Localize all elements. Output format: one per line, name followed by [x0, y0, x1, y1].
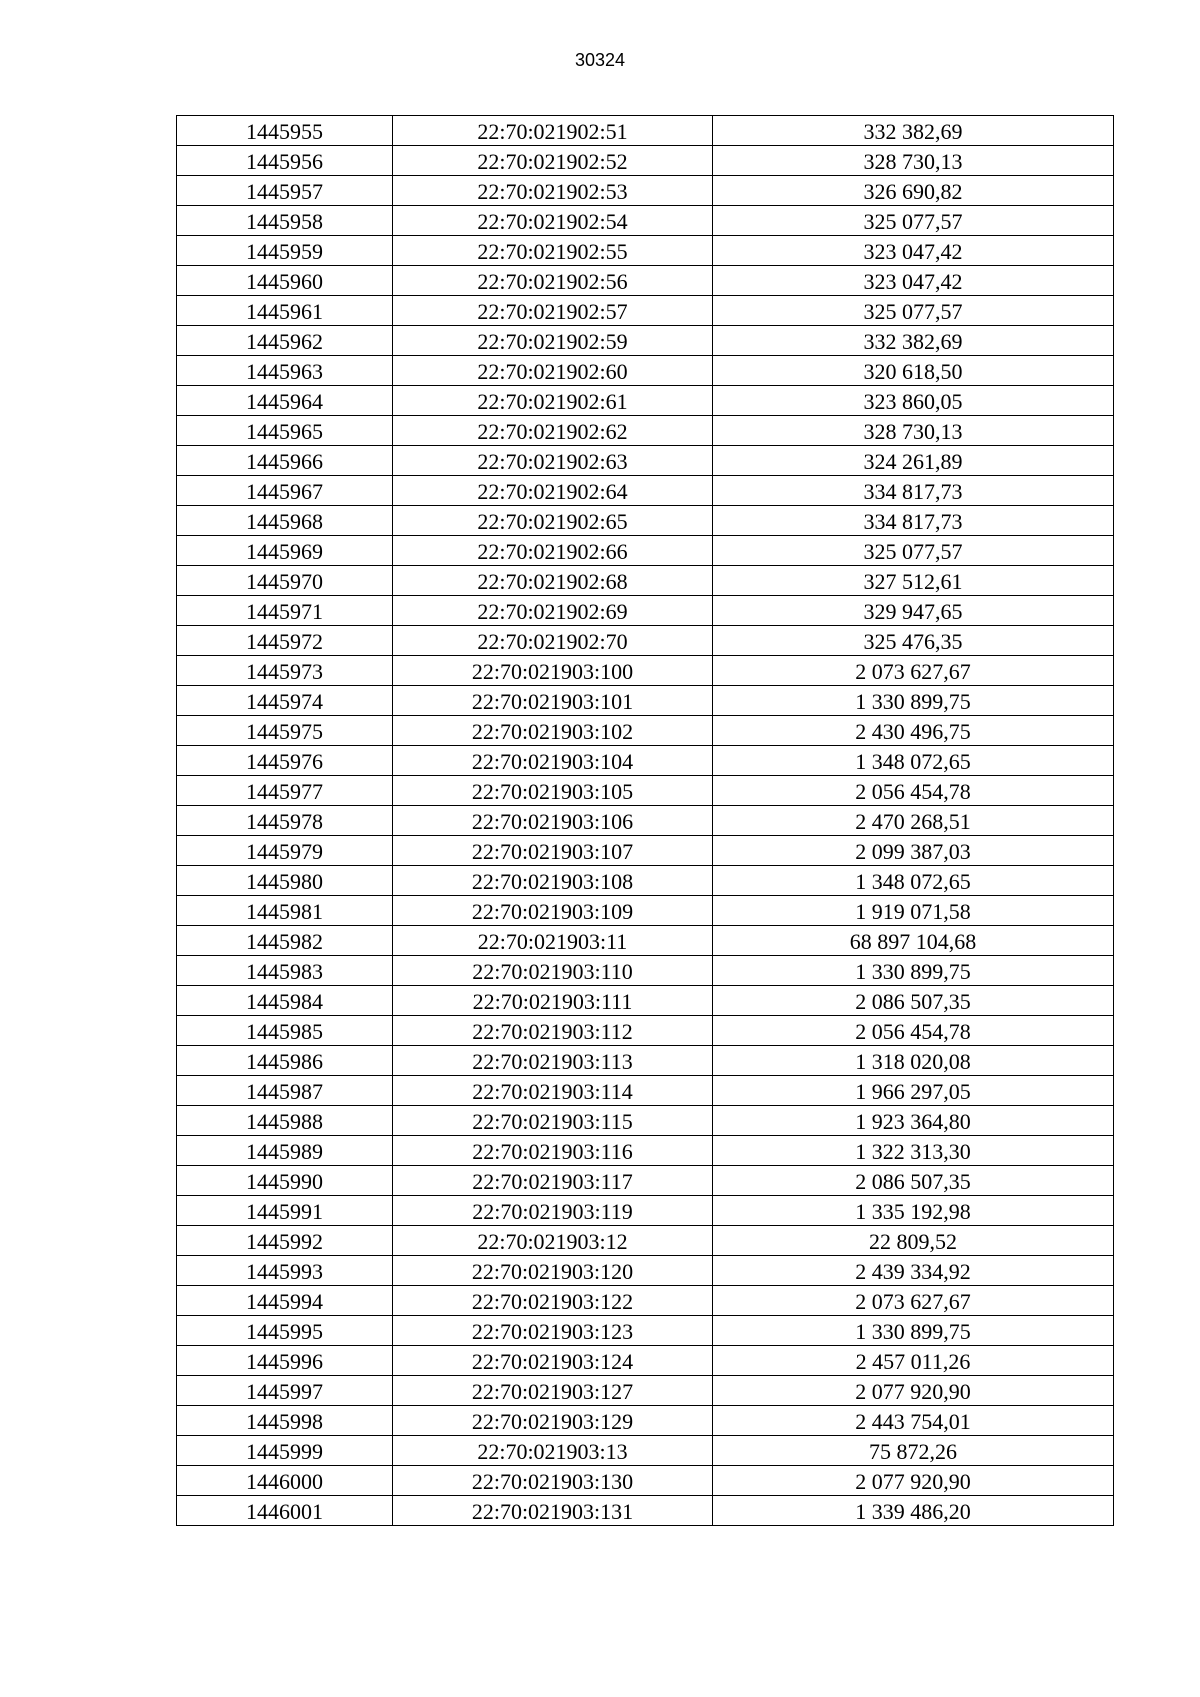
record-number-cell: 1445999: [177, 1436, 393, 1466]
record-number-cell: 1445993: [177, 1256, 393, 1286]
table-row: [177, 806, 1114, 836]
table-row: [177, 1016, 1114, 1046]
cadastral-value-cell: 68 897 104,68: [713, 926, 1114, 956]
cadastral-number-cell: 22:70:021903:130: [393, 1466, 713, 1496]
cadastral-value-cell: 2 457 011,26: [713, 1346, 1114, 1376]
cadastral-number-cell: 22:70:021902:60: [393, 356, 713, 386]
record-number-cell: 1445958: [177, 206, 393, 236]
table-row: [177, 866, 1114, 896]
table-row: [177, 1376, 1114, 1406]
cadastral-value-cell: 2 056 454,78: [713, 776, 1114, 806]
cadastral-number-cell: 22:70:021902:61: [393, 386, 713, 416]
cadastral-value-cell: 334 817,73: [713, 476, 1114, 506]
cadastral-number-cell: 22:70:021903:117: [393, 1166, 713, 1196]
cadastral-number-cell: 22:70:021903:127: [393, 1376, 713, 1406]
table-row: [177, 116, 1114, 146]
cadastral-number-cell: 22:70:021902:51: [393, 116, 713, 146]
cadastral-number-cell: 22:70:021902:56: [393, 266, 713, 296]
cadastral-number-cell: 22:70:021903:106: [393, 806, 713, 836]
cadastral-value-cell: 325 077,57: [713, 296, 1114, 326]
cadastral-number-cell: 22:70:021902:68: [393, 566, 713, 596]
record-number-cell: 1445976: [177, 746, 393, 776]
cadastral-number-cell: 22:70:021902:63: [393, 446, 713, 476]
cadastral-number-cell: 22:70:021903:131: [393, 1496, 713, 1526]
record-number-cell: 1446000: [177, 1466, 393, 1496]
cadastral-value-cell: 2 439 334,92: [713, 1256, 1114, 1286]
cadastral-number-cell: 22:70:021903:120: [393, 1256, 713, 1286]
cadastral-number-cell: 22:70:021902:69: [393, 596, 713, 626]
cadastral-number-cell: 22:70:021903:116: [393, 1136, 713, 1166]
cadastral-value-cell: 324 261,89: [713, 446, 1114, 476]
record-number-cell: 1445992: [177, 1226, 393, 1256]
record-number-cell: 1445972: [177, 626, 393, 656]
record-number-cell: 1445964: [177, 386, 393, 416]
record-number-cell: 1445984: [177, 986, 393, 1016]
cadastral-number-cell: 22:70:021903:102: [393, 716, 713, 746]
table-row: [177, 896, 1114, 926]
record-number-cell: 1445977: [177, 776, 393, 806]
record-number-cell: 1445966: [177, 446, 393, 476]
cadastral-value-cell: 1 330 899,75: [713, 1316, 1114, 1346]
table-row: [177, 1226, 1114, 1256]
record-number-cell: 1445990: [177, 1166, 393, 1196]
record-number-cell: 1445975: [177, 716, 393, 746]
cadastral-value-cell: 332 382,69: [713, 116, 1114, 146]
record-number-cell: 1445970: [177, 566, 393, 596]
cadastral-number-cell: 22:70:021903:122: [393, 1286, 713, 1316]
cadastral-value-cell: 325 077,57: [713, 536, 1114, 566]
cadastral-number-cell: 22:70:021902:55: [393, 236, 713, 266]
table-row: [177, 536, 1114, 566]
record-number-cell: 1445959: [177, 236, 393, 266]
record-number-cell: 1445997: [177, 1376, 393, 1406]
record-number-cell: 1445969: [177, 536, 393, 566]
record-number-cell: 1445973: [177, 656, 393, 686]
record-number-cell: 1445955: [177, 116, 393, 146]
cadastral-number-cell: 22:70:021903:123: [393, 1316, 713, 1346]
record-number-cell: 1445956: [177, 146, 393, 176]
table-row: [177, 1406, 1114, 1436]
record-number-cell: 1446001: [177, 1496, 393, 1526]
cadastral-value-cell: 1 966 297,05: [713, 1076, 1114, 1106]
record-number-cell: 1445980: [177, 866, 393, 896]
cadastral-value-cell: 332 382,69: [713, 326, 1114, 356]
table-row: [177, 746, 1114, 776]
table-row: [177, 386, 1114, 416]
cadastral-value-cell: 328 730,13: [713, 146, 1114, 176]
table-row: [177, 1076, 1114, 1106]
table-row: [177, 506, 1114, 536]
cadastral-number-cell: 22:70:021903:119: [393, 1196, 713, 1226]
cadastral-number-cell: 22:70:021903:101: [393, 686, 713, 716]
cadastral-value-cell: 1 339 486,20: [713, 1496, 1114, 1526]
cadastral-number-cell: 22:70:021903:107: [393, 836, 713, 866]
cadastral-number-cell: 22:70:021903:112: [393, 1016, 713, 1046]
table-row: [177, 656, 1114, 686]
cadastral-number-cell: 22:70:021903:100: [393, 656, 713, 686]
table-row: [177, 686, 1114, 716]
table-row: [177, 1166, 1114, 1196]
record-number-cell: 1445987: [177, 1076, 393, 1106]
table-row: [177, 1466, 1114, 1496]
table-row: [177, 986, 1114, 1016]
record-number-cell: 1445965: [177, 416, 393, 446]
cadastral-value-cell: 325 476,35: [713, 626, 1114, 656]
cadastral-value-cell: 1 923 364,80: [713, 1106, 1114, 1136]
table-row: [177, 836, 1114, 866]
record-number-cell: 1445961: [177, 296, 393, 326]
record-number-cell: 1445957: [177, 176, 393, 206]
cadastral-number-cell: 22:70:021902:53: [393, 176, 713, 206]
record-number-cell: 1445974: [177, 686, 393, 716]
table-row: [177, 1436, 1114, 1466]
table-row: [177, 926, 1114, 956]
cadastral-value-cell: 2 430 496,75: [713, 716, 1114, 746]
record-number-cell: 1445971: [177, 596, 393, 626]
cadastral-value-cell: 2 099 387,03: [713, 836, 1114, 866]
table-row: [177, 206, 1114, 236]
cadastral-value-cell: 1 348 072,65: [713, 746, 1114, 776]
table-row: [177, 146, 1114, 176]
table-row: [177, 716, 1114, 746]
table-row: [177, 1196, 1114, 1226]
table-row: [177, 1106, 1114, 1136]
cadastral-value-cell: 2 470 268,51: [713, 806, 1114, 836]
cadastral-number-cell: 22:70:021903:113: [393, 1046, 713, 1076]
cadastral-number-cell: 22:70:021903:108: [393, 866, 713, 896]
cadastral-value-cell: 1 335 192,98: [713, 1196, 1114, 1226]
cadastral-value-cell: 329 947,65: [713, 596, 1114, 626]
record-number-cell: 1445982: [177, 926, 393, 956]
record-number-cell: 1445963: [177, 356, 393, 386]
record-number-cell: 1445991: [177, 1196, 393, 1226]
record-number-cell: 1445985: [177, 1016, 393, 1046]
record-number-cell: 1445981: [177, 896, 393, 926]
cadastral-value-cell: 334 817,73: [713, 506, 1114, 536]
table-row: [177, 476, 1114, 506]
cadastral-value-cell: 326 690,82: [713, 176, 1114, 206]
cadastral-number-cell: 22:70:021903:109: [393, 896, 713, 926]
table-row: [177, 1046, 1114, 1076]
cadastral-number-cell: 22:70:021903:105: [393, 776, 713, 806]
record-number-cell: 1445960: [177, 266, 393, 296]
table-row: [177, 1286, 1114, 1316]
table-row: [177, 626, 1114, 656]
cadastral-number-cell: 22:70:021902:59: [393, 326, 713, 356]
table-row: [177, 266, 1114, 296]
record-number-cell: 1445998: [177, 1406, 393, 1436]
cadastral-number-cell: 22:70:021902:65: [393, 506, 713, 536]
cadastral-value-cell: 323 047,42: [713, 266, 1114, 296]
cadastral-value-cell: 75 872,26: [713, 1436, 1114, 1466]
table-row: [177, 416, 1114, 446]
cadastral-value-cell: 325 077,57: [713, 206, 1114, 236]
record-number-cell: 1445994: [177, 1286, 393, 1316]
record-number-cell: 1445989: [177, 1136, 393, 1166]
cadastral-number-cell: 22:70:021903:104: [393, 746, 713, 776]
cadastral-number-cell: 22:70:021902:54: [393, 206, 713, 236]
table-row: [177, 956, 1114, 986]
cadastral-number-cell: 22:70:021903:124: [393, 1346, 713, 1376]
record-number-cell: 1445967: [177, 476, 393, 506]
cadastral-value-cell: 1 322 313,30: [713, 1136, 1114, 1166]
record-number-cell: 1445968: [177, 506, 393, 536]
record-number-cell: 1445983: [177, 956, 393, 986]
cadastral-number-cell: 22:70:021903:111: [393, 986, 713, 1016]
cadastral-number-cell: 22:70:021903:11: [393, 926, 713, 956]
cadastral-number-cell: 22:70:021902:52: [393, 146, 713, 176]
table-body: [177, 116, 1114, 1526]
table-row: [177, 1136, 1114, 1166]
cadastral-value-cell: 2 056 454,78: [713, 1016, 1114, 1046]
table-row: [177, 1496, 1114, 1526]
cadastral-value-cell: 2 077 920,90: [713, 1466, 1114, 1496]
cadastral-value-cell: 1 330 899,75: [713, 686, 1114, 716]
cadastral-number-cell: 22:70:021903:13: [393, 1436, 713, 1466]
cadastral-value-cell: 327 512,61: [713, 566, 1114, 596]
cadastral-value-table: [176, 115, 1114, 1526]
record-number-cell: 1445979: [177, 836, 393, 866]
cadastral-number-cell: 22:70:021902:62: [393, 416, 713, 446]
cadastral-value-cell: 2 073 627,67: [713, 1286, 1114, 1316]
record-number-cell: 1445988: [177, 1106, 393, 1136]
table-row: [177, 1256, 1114, 1286]
table-row: [177, 356, 1114, 386]
cadastral-value-cell: 2 443 754,01: [713, 1406, 1114, 1436]
record-number-cell: 1445995: [177, 1316, 393, 1346]
cadastral-number-cell: 22:70:021902:64: [393, 476, 713, 506]
cadastral-value-cell: 323 860,05: [713, 386, 1114, 416]
cadastral-number-cell: 22:70:021902:66: [393, 536, 713, 566]
table-row: [177, 566, 1114, 596]
cadastral-value-cell: 2 077 920,90: [713, 1376, 1114, 1406]
cadastral-number-cell: 22:70:021903:129: [393, 1406, 713, 1436]
table-row: [177, 176, 1114, 206]
cadastral-number-cell: 22:70:021903:115: [393, 1106, 713, 1136]
cadastral-value-cell: 22 809,52: [713, 1226, 1114, 1256]
cadastral-value-cell: 328 730,13: [713, 416, 1114, 446]
record-number-cell: 1445978: [177, 806, 393, 836]
table-row: [177, 1316, 1114, 1346]
table-row: [177, 326, 1114, 356]
cadastral-value-cell: 1 318 020,08: [713, 1046, 1114, 1076]
cadastral-number-cell: 22:70:021902:70: [393, 626, 713, 656]
table-row: [177, 776, 1114, 806]
table-row: [177, 1346, 1114, 1376]
cadastral-value-cell: 1 919 071,58: [713, 896, 1114, 926]
table-row: [177, 446, 1114, 476]
cadastral-value-cell: 1 348 072,65: [713, 866, 1114, 896]
table-row: [177, 296, 1114, 326]
record-number-cell: 1445962: [177, 326, 393, 356]
cadastral-value-cell: 2 086 507,35: [713, 986, 1114, 1016]
cadastral-value-cell: 320 618,50: [713, 356, 1114, 386]
table-row: [177, 596, 1114, 626]
cadastral-value-cell: 2 086 507,35: [713, 1166, 1114, 1196]
cadastral-value-cell: 1 330 899,75: [713, 956, 1114, 986]
record-number-cell: 1445996: [177, 1346, 393, 1376]
cadastral-number-cell: 22:70:021903:12: [393, 1226, 713, 1256]
cadastral-number-cell: 22:70:021903:114: [393, 1076, 713, 1106]
cadastral-number-cell: 22:70:021902:57: [393, 296, 713, 326]
record-number-cell: 1445986: [177, 1046, 393, 1076]
cadastral-number-cell: 22:70:021903:110: [393, 956, 713, 986]
cadastral-value-cell: 323 047,42: [713, 236, 1114, 266]
table-row: [177, 236, 1114, 266]
page-number: 30324: [574, 50, 626, 70]
cadastral-value-cell: 2 073 627,67: [713, 656, 1114, 686]
